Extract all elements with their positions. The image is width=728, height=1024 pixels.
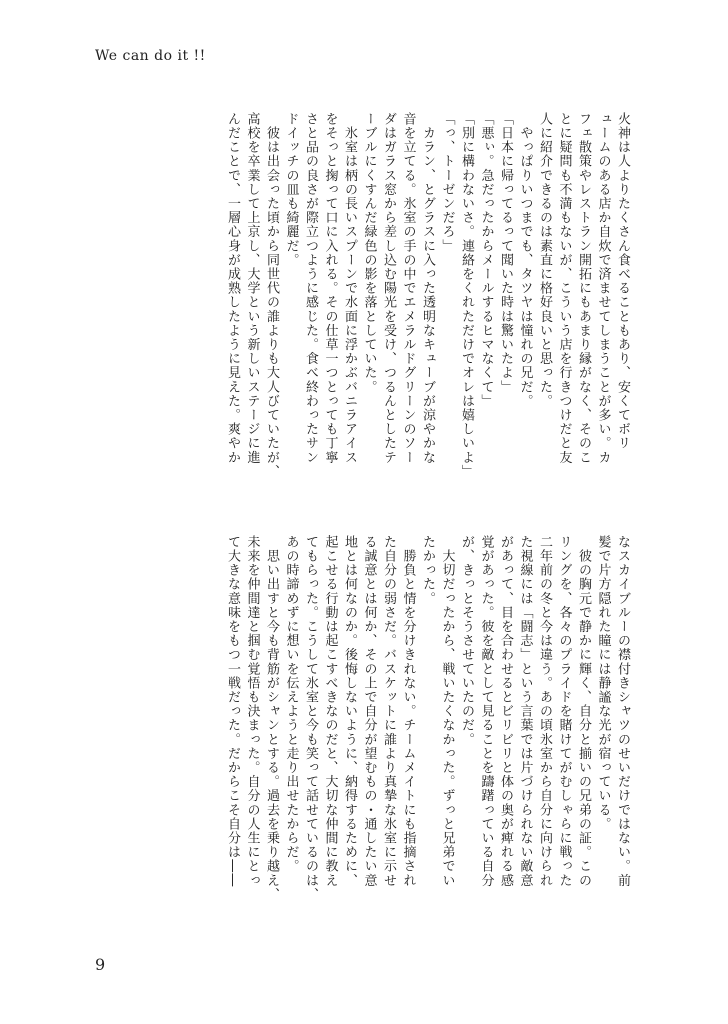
text-line: 「別に構わないさ。連絡をくれただけでオレは嬉しいよ」 <box>459 112 474 479</box>
text-line: て大きな意味をもつ一戦だった。だからこそ自分は―― <box>225 535 240 888</box>
text-line: 勝負と情を分けきれない。チームメイトにも指摘され <box>400 535 416 888</box>
text-line: とに疑問も不満もないが、こういう店を行きつけだと友 <box>556 112 572 465</box>
text-line: が、きっとそうさせていたのだ。 <box>459 535 474 747</box>
text-line: 「っ、トーゼンだろ」 <box>439 112 455 253</box>
text-line: フェ散策やレストラン開拓にもあまり縁がなく、そのこ <box>576 112 591 465</box>
text-line: る誠意とは何か、その上で自分が望むもの・通したい意 <box>361 535 377 888</box>
text-line: 思い出すと今も背筋がシャンとする。過去を乗り越え、 <box>264 535 279 902</box>
text-line: 地とは何なのか。後悔しないように、納得するために、 <box>342 535 357 888</box>
lower-text-block <box>223 535 633 953</box>
text-line: 火神は人よりたくさん食べることもあり、安くてボリ <box>615 112 630 451</box>
text-line: 「悪ぃ。急だったからメールするヒマなくて」 <box>478 112 494 409</box>
text-line: やっぱりいつまでも、タツヤは憧れの兄だ。 <box>517 112 533 409</box>
text-line: リングを、各々のプライドを賭けてがむしゃらに戦った <box>556 535 572 888</box>
text-line: 二年前の冬と今は違う。あの頃氷室から自分に向けられ <box>537 535 552 888</box>
text-line: 高校を卒業して上京し、大学という新しいステージに進 <box>244 112 260 465</box>
text-line: があって、目を合わせるとビリビリと体の奥が痺れる感 <box>498 535 513 888</box>
upper-text-block <box>223 112 633 530</box>
text-line: 覚があった。彼を敵として見ることを躊躇っている自分 <box>478 535 494 888</box>
text-line: 氷室は柄の長いスプーンで水面に浮かぶバニラアイス <box>342 112 357 465</box>
text-line: てもらった。こうして氷室と今も笑って話せているのは、 <box>303 535 318 902</box>
text-line: をそっと掬って口に入れる。その仕草一つとっても丁寧 <box>322 112 338 465</box>
text-line: た視線には「闘志」という言葉では片づけられない敵意 <box>517 535 533 888</box>
text-line: 音を立てる。氷室の手の中でエメラルドグリーンのソー <box>400 112 416 465</box>
text-line: 「日本に帰ってるって聞いた時は驚いたよ」 <box>498 112 513 394</box>
text-line: た自分の弱さだ。バスケットに誰より真摯な氷室に示せ <box>381 535 396 888</box>
text-line: さと品の良さが際立つように感じた。食べ終わったサン <box>303 112 318 465</box>
text-line: 彼の胸元で静かに輝く、自分と揃いの兄弟の証。この <box>576 535 591 888</box>
text-line: 髪で片方隠れた瞳には静謐な光が宿っている。 <box>595 535 611 832</box>
text-line: ダはガラス窓から差し込む陽光を受け、つるんとしたテ <box>381 112 396 465</box>
text-line: ュームのある店か自炊で済ませてしまうことが多い。カ <box>595 112 611 465</box>
text-line: 彼は出会った頃から同世代の誰よりも大人びていたが、 <box>264 112 279 479</box>
page-number: 9 <box>95 955 106 974</box>
text-line: 人に紹介できるのは素直に格好良いと思った。 <box>537 112 552 409</box>
text-line: あの時諦めずに想いを伝えようと走り出せたからだ。 <box>283 535 299 874</box>
text-line: カラン、とグラスに入った透明なキューブが涼やかな <box>420 112 435 465</box>
text-line: なスカイブルーの襟付きシャツのせいだけではない。前 <box>615 535 630 888</box>
text-line: たかった。 <box>420 535 435 606</box>
running-header: We can do it !! <box>95 48 206 64</box>
text-line: んだことで、一層心身が成熟したように見えた。爽やか <box>225 112 240 465</box>
text-line: ドイッチの皿も綺麗だ。 <box>283 112 299 268</box>
text-line: 未来を仲間達と掴む覚悟も決まった。自分の人生にとっ <box>244 535 260 888</box>
text-line: 起こせる行動は起こすべきなのだと、大切な仲間に教え <box>322 535 338 888</box>
text-line: 大切だったから、戦いたくなかった。ずっと兄弟でい <box>439 535 455 888</box>
text-line: ーブルにくすんだ緑色の影を落としていた。 <box>361 112 377 394</box>
